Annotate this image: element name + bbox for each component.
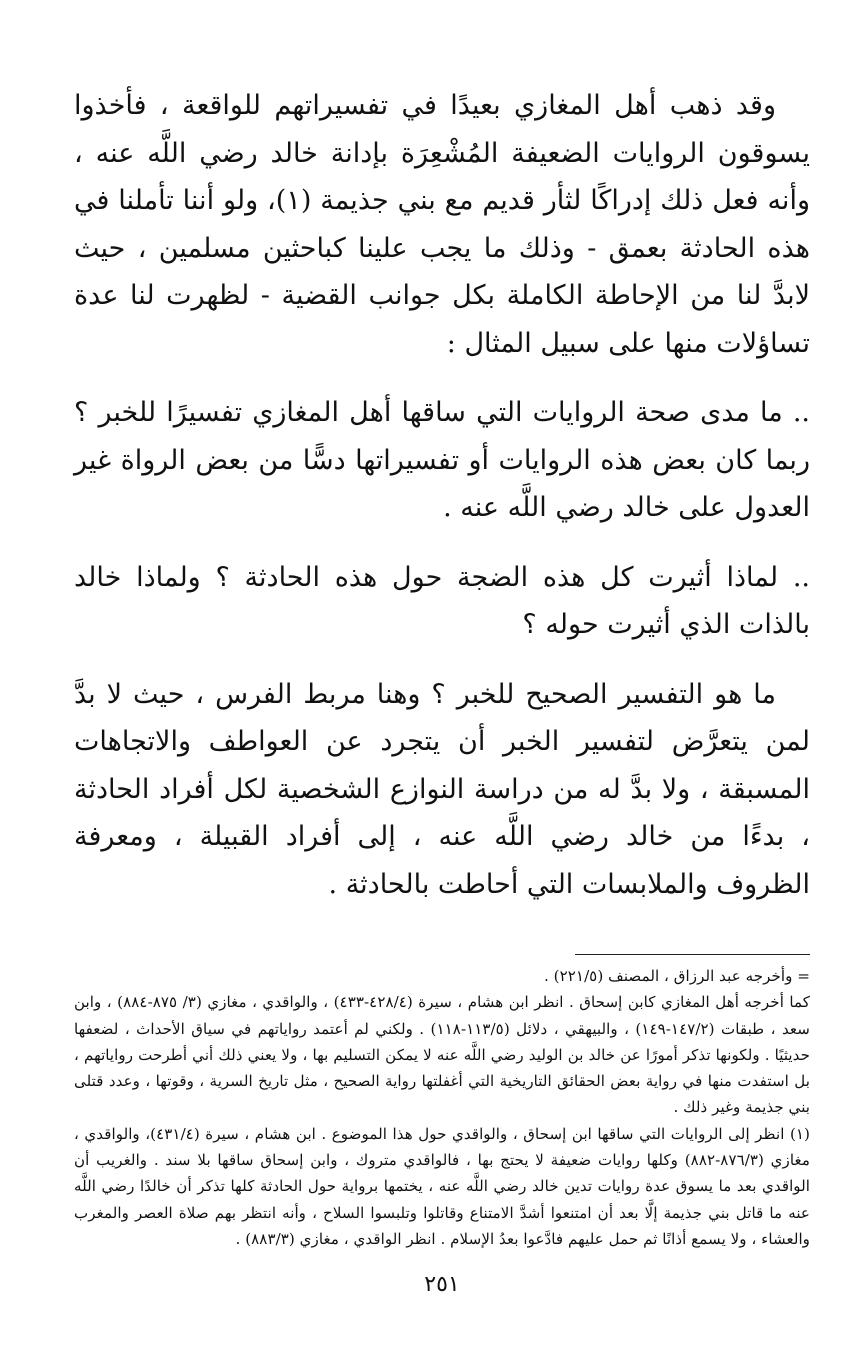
footnote-continuation: = وأخرجه عبد الرزاق ، المصنف (٢٢١/٥) . [544,967,810,985]
paragraph-1: وقد ذهب أهل المغازي بعيدًا في تفسيراتهم للواقعة ، فأخذوا يسوقون الروايات الضعيفة المُشْعِرَة بإدانة خالد رضي اللَّه عنه ، وأنه فعل ذلك إدراكًا لثأر قديم مع بني جذيمة (١)، ولو أننا تأملنا في هذه الحادثة بعمق - وذلك ما يجب علينا كباحثين مسلمين ، حيث لابدَّ لنا من الإحاطة الكاملة بكل جوانب القضية - لظهرت لنا عدة تساؤلات منها على سبيل المثال : [74,90,810,359]
footnotes [74,963,810,1252]
page-number: ٢٥١ [424,1272,460,1298]
footnote-continuation-2: كما أخرجه أهل المغازي كابن إسحاق . انظر ابن هشام ، سيرة (٤٢٨/٤-٤٣٣) ، والواقدي ، مغازي (٣/ ٨٧٥-٨٨٤) ، وابن سعد ، طبقات (١٤٧/٢-١٤٩) ، والبيهقي ، دلائل (١١٣/٥-١١٨) . ولكني لم أعتمد رواياتهم في سياق الأحداث ، لضعفها حديثيًا . ولكونها تذكر أمورًا عن خالد بن الوليد رضي اللَّه عنه لا يمكن التسليم بها ، ولا يعني ذلك أني أطرحت رواياتهم ، بل استفدت منها في رواية بعض الحقائق التاريخية التي أغفلتها رواية الصحيح ، مثل تاريخ السرية ، وقوتها ، وعدد قتلى بني جذيمة وغير ذلك . [74,993,810,1117]
paragraph-4: ما هو التفسير الصحيح للخبر ؟ وهنا مربط الفرس ، حيث لا بدَّ لمن يتعرَّض لتفسير الخبر أن يتجرد عن العواطف والاتجاهات المسبقة ، ولا بدَّ له من دراسة النوازع الشخصية لكل أفراد الحادثة ، بدءًا من خالد رضي اللَّه عنه ، إلى أفراد القبيلة ، ومعرفة الظروف والملابسات التي أحاطت بالحادثة . [74,678,810,900]
paragraph-3: .. لماذا أثيرت كل هذه الضجة حول هذه الحادثة ؟ ولماذا خالد بالذات الذي أثيرت حوله ؟ [74,561,810,640]
footnote-1: (١) انظر إلى الروايات التي ساقها ابن إسحاق ، والواقدي حول هذا الموضوع . ابن هشام ، سيرة (٤٣١/٤)، والواقدي ، مغازي (٨٧٦/٣-٨٨٢) وكلها روايات ضعيفة لا يحتج بها ، فالواقدي متروك ، وابن إسحاق ساقها بلا سند . والغريب أن الواقدي بعد ما يسوق عدة روايات تدين خالد رضي اللَّه عنه ، يختمها برواية حول الحادثة كلها تذكر أن خالدًا رضي اللَّه عنه ما قاتل بني جذيمة إلَّا بعد أن امتنعوا أشدَّ الامتناع وقاتلوا وتلبسوا السلاح ، وأنه انتظر بهم صلاة العصر والمغرب والعشاء ، ولا يسمع أذانًا ثم حمل عليهم فادَّعوا بعدُ الإسلام . انظر الواقدي ، مغازي (٨٨٣/٣) . [74,1124,810,1248]
footnote-separator [575,954,810,955]
paragraph-2: .. ما مدى صحة الروايات التي ساقها أهل المغازي تفسيرًا للخبر ؟ ربما كان بعض هذه الروايات أو تفسيراتها دسًّا من بعض الرواة غير العدول على خالد رضي اللَّه عنه . [74,397,810,523]
main-text [74,82,810,908]
